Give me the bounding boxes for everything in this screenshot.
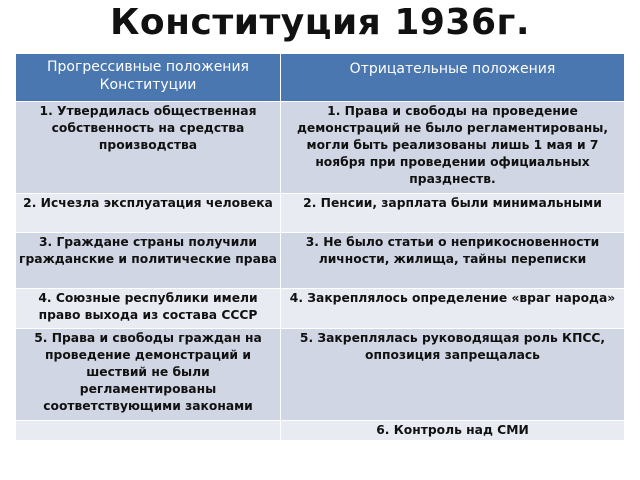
table-cell-negative: 5. Закреплялась руководящая роль КПСС, оппозиция запрещалась (281, 329, 625, 421)
table-row (16, 329, 625, 421)
column-header-negative: Отрицательные положения (281, 54, 625, 102)
table-row (16, 289, 625, 329)
table-cell-negative: 4. Закреплялось определение «враг народа» (281, 289, 625, 329)
table-cell-progressive: 5. Права и свободы граждан на проведение демонстраций и шествий не были регламентированы соответствующими законами (16, 329, 281, 421)
table-cell-negative: 1. Права и свободы на проведение демонстраций не было регламентированы, могли быть реализованы лишь 1 мая и 7 ноября при проведении официальных празднеств. (281, 102, 625, 194)
table-cell-progressive (16, 421, 281, 441)
page-title: Конституция 1936г. (109, 2, 531, 43)
table-cell-progressive: 2. Исчезла эксплуатация человека (16, 194, 281, 233)
table-cell-negative: 2. Пенсии, зарплата были минимальными (281, 194, 625, 233)
table-row (16, 102, 625, 194)
table-row (16, 194, 625, 233)
column-header-progressive: Прогрессивные положения Конституции (16, 54, 281, 102)
table-row (16, 233, 625, 289)
table-row (16, 421, 625, 441)
table-cell-negative: 3. Не было статьи о неприкосновенности личности, жилища, тайны переписки (281, 233, 625, 289)
table-cell-progressive: 3. Граждане страны получили гражданские и политические права (16, 233, 281, 289)
constitution-table (15, 53, 625, 441)
table-cell-progressive: 4. Союзные республики имели право выхода из состава СССР (16, 289, 281, 329)
table-cell-progressive: 1. Утвердилась общественная собственность на средства производства (16, 102, 281, 194)
table-cell-negative: 6. Контроль над СМИ (281, 421, 625, 441)
